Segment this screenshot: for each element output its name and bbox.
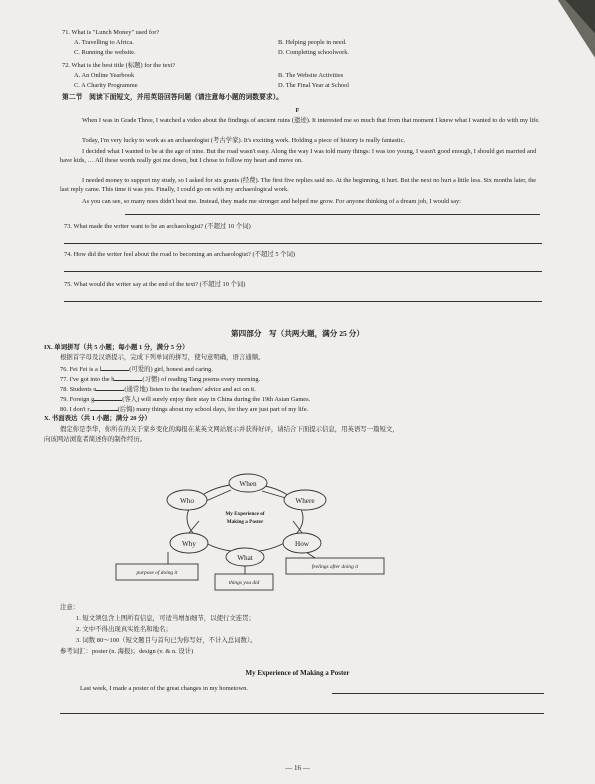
- passage-letter: F: [295, 107, 300, 114]
- spelling-item-77: [60, 374, 260, 385]
- q73-answer-line[interactable]: [64, 243, 542, 244]
- answer-line[interactable]: [125, 214, 540, 215]
- x-heading: X. 书面表达（共 1 小题；满分 20 分）: [44, 415, 151, 422]
- section2-heading: 第二节 阅读下面短文，并用英语回答问题（请注意每小题的词数要求）。: [62, 94, 283, 101]
- x-prompt: 向该网站浏览者简述你的制作经历。: [44, 436, 147, 443]
- reference-vocab: 参考词汇：poster (n. 海报)；design (v. & n. 设计): [60, 648, 194, 655]
- q71-option-b: B. Helping people in need.: [278, 39, 347, 46]
- passage-paragraph: When I was in Grade Three, I watched a video about the findings of ancient ruins (遗迹). It interested me so much that from that moment I knew what I wanted to do with my life.: [82, 117, 540, 124]
- page-number: — 16 —: [285, 764, 310, 772]
- box-things: things you did: [228, 580, 260, 586]
- x-prompt: 假定你是李华，你所在的关于家乡变化的海报在某英文网站展示并获得好评，请结合下面提示信息，用英语写一篇短文，: [60, 426, 399, 433]
- item-text: 77. I've got into the h: [60, 376, 115, 383]
- q73-question: 73. What made the writer want to be an archaeologist? (不超过 10 个词): [64, 223, 251, 230]
- item-text: 80. I don't r: [60, 406, 90, 413]
- item-text: 76. Fei Fei is a l: [60, 366, 102, 373]
- q72-option-d: D. The Final Year at School: [278, 82, 350, 89]
- note-item: 2. 文中不得出现真实姓名和地名；: [76, 626, 172, 633]
- item-text: 79. Foreign g: [60, 396, 95, 403]
- blank[interactable]: [94, 394, 122, 401]
- node-when: When: [239, 480, 257, 488]
- q74-question: 74. How did the writer feel about the road to becoming an archaeologist? (不超过 5 个词): [64, 251, 296, 258]
- q72-option-c: C. A Charity Programme: [74, 82, 138, 89]
- box-purpose: purpose of doing it: [136, 570, 178, 576]
- part4-heading: 第四部分 写（共两大题，满分 25 分）: [231, 329, 364, 338]
- essay-first-line: Last week, I made a poster of the great changes in my hometown.: [80, 685, 248, 692]
- passage-paragraph: As you can see, so many noes didn't beat me. Instead, they made me stronger and helped me grow. For anyone thinking of a dream job, I would say:: [82, 198, 461, 205]
- q74-answer-line[interactable]: [64, 271, 542, 272]
- node-what: What: [237, 554, 253, 562]
- item-text: 78. Students u: [60, 386, 97, 393]
- blank[interactable]: [96, 384, 124, 391]
- q72-option-a: A. An Online Yearbook: [74, 72, 135, 79]
- q71-option-c: C. Running the website.: [74, 49, 136, 56]
- spelling-item-76: [60, 364, 213, 375]
- passage-paragraph: Today, I'm very lucky to work as an archaeologist (考古学家). It's exciting work. Holding a piece of history is really fantastic.: [82, 137, 406, 144]
- item-text: (客人) will surely enjoy their stay in China during the 19th Asian Games.: [122, 396, 311, 403]
- ix-instruction: 根据首字母及汉语提示，完成下列单词的拼写，使句意明确，语言通顺。: [60, 354, 265, 361]
- spelling-item-79: [60, 394, 310, 405]
- blank[interactable]: [101, 364, 129, 371]
- node-where: Where: [295, 497, 315, 505]
- notes-heading: 注意：: [60, 604, 80, 611]
- q72-question: 72. What is the best title (标题) for the text?: [62, 62, 176, 69]
- item-text: (习惯) of reading Tang poems every morning.: [142, 376, 261, 383]
- essay-answer-line[interactable]: [60, 713, 544, 714]
- box-feelings: feelings after doing it: [311, 564, 359, 570]
- q71-option-d: D. Completing schoolwork.: [278, 49, 350, 56]
- q71-option-a: A. Travelling to Africa.: [74, 39, 134, 46]
- page-corner-shadow: [544, 0, 595, 64]
- item-text: (通常地) listen to the teachers' advice and act on it.: [124, 386, 256, 393]
- essay-answer-line[interactable]: [332, 693, 544, 694]
- mind-map-diagram: [110, 468, 400, 598]
- blank[interactable]: [114, 374, 142, 381]
- item-text: (后悔) many things about my school days, for they are just part of my life.: [117, 406, 309, 413]
- center-title: Making a Poster: [226, 519, 264, 525]
- ix-heading: IX. 单词拼写（共 5 小题；每小题 1 分，满分 5 分）: [44, 344, 189, 351]
- note-item: 3. 词数 80～100（短文题目与首句已为你写好，不计入总词数）。: [76, 637, 257, 644]
- node-why: Why: [182, 540, 196, 548]
- passage-paragraph: I needed money to support my study, so I asked for six grants (经费). The first five replies said no. At the beginning, it hurt. But the next no hurt a little less. Six months later, the last reply came. This time it was yes. Finally, I could go on with my archaeological work.: [60, 177, 537, 193]
- q72-option-b: B. The Website Activities: [278, 72, 344, 79]
- spelling-item-78: [60, 384, 256, 395]
- blank[interactable]: [90, 404, 118, 411]
- essay-title: My Experience of Making a Poster: [245, 669, 350, 677]
- item-text: (可爱的) girl, honest and caring.: [129, 366, 213, 373]
- q71-question: 71. What is "Lunch Money" used for?: [62, 29, 160, 36]
- note-item: 1. 短文须包含上图所有信息，可适当增加细节，以使行文连贯；: [76, 615, 255, 622]
- center-title: My Experience of: [225, 511, 265, 517]
- q75-answer-line[interactable]: [64, 301, 542, 302]
- passage-paragraph: I decided what I wanted to be at the age of nine. But the road wasn't easy. Along the way I was told many things: I was too young, I wasn't good enough, I should get married and have kids, … All these words really got me down, but I chose to follow my heart and move on.: [60, 148, 537, 164]
- node-who: Who: [180, 497, 194, 505]
- q75-question: 75. What would the writer say at the end of the text? (不超过 10 个词): [64, 281, 246, 288]
- node-how: How: [295, 540, 309, 548]
- spelling-item-80: [60, 404, 308, 415]
